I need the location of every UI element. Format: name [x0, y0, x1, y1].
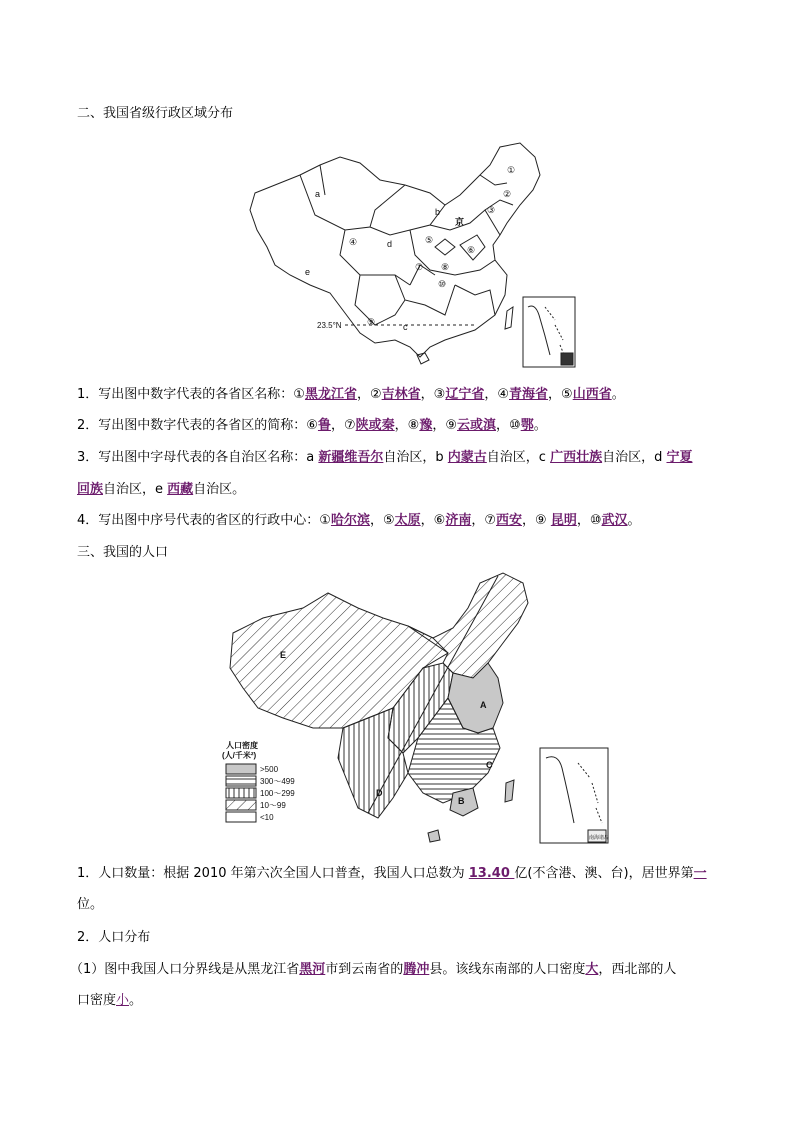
map-letter-d: d — [387, 239, 393, 249]
p3-answer: 小 — [116, 993, 130, 1008]
map-number-4: ④ — [349, 237, 358, 247]
question-1: 1．写出图中数字代表的各省区名称：①黑龙江省，②吉林省，③辽宁省，④青海省，⑤山西省。 — [77, 387, 625, 402]
legend-label: <10 — [260, 813, 274, 822]
q3-prefix: 3．写出图中字母代表的各自治区名称：a — [77, 450, 319, 465]
map-letter-c: c — [403, 322, 408, 332]
map-letter-a: a — [315, 189, 321, 199]
q1-num: ⑤ — [561, 387, 573, 402]
population-para-3-cont — [77, 989, 727, 1008]
map-latitude-label: 23.5°N — [317, 321, 342, 330]
p1-text: 1．人口数量：根据 2010 年第六次全国人口普查，我国人口总数为 — [77, 866, 469, 881]
legend-unit: (人/千米²) — [222, 751, 257, 760]
q2-num: ⑨ — [445, 418, 457, 433]
p1-answer: 13.40 — [468, 866, 515, 881]
q4-num: ⑥ — [433, 513, 446, 528]
p3-text: ，西北部的人 — [598, 962, 677, 977]
p3-text: （1）图中我国人口分界线是从黑龙江省 — [70, 962, 300, 977]
q1-answer: 辽宁省 — [445, 387, 485, 402]
p3-answer: 黑河 — [299, 962, 326, 977]
map-number-10: ⑩ — [438, 279, 447, 289]
p3-text: 县。该线东南部的人口密度 — [429, 962, 586, 977]
legend-label: >500 — [260, 765, 279, 774]
section-heading: 二、我国省级行政区域分布 — [77, 106, 234, 121]
question-4: 4．写出图中序号代表的省区的行政中心：①哈尔滨，⑤太原，⑥济南，⑦西安，⑨ 昆明，⑩武汉。 — [77, 513, 641, 528]
question-3-cont — [77, 478, 727, 497]
legend-title: 人口密度 — [226, 741, 258, 750]
map-number-9: ⑨ — [367, 317, 376, 327]
q3-answer-d-cont: 回族 — [77, 482, 104, 497]
q1-answer: 山西省 — [572, 387, 612, 402]
map-number-7: ⑦ — [415, 262, 424, 272]
map-number-8: ⑧ — [441, 262, 450, 272]
p3-text: 市到云南省的 — [325, 962, 404, 977]
q2-answer: 鄂 — [520, 418, 534, 433]
question-3 — [77, 446, 727, 465]
q4-num: ⑩ — [589, 513, 602, 528]
map-number-2: ② — [503, 189, 512, 199]
q3-answer-e: 西藏 — [167, 482, 194, 497]
q4-answer: 昆明 — [550, 513, 577, 528]
legend-label: 300～499 — [260, 777, 295, 786]
q2-num: ⑦ — [343, 418, 356, 433]
map-letter-e: e — [305, 267, 311, 277]
q2-answer: 豫 — [419, 418, 433, 433]
q1-num: ③ — [433, 387, 446, 402]
q1-num: ① — [293, 387, 305, 402]
q1-answer: 青海省 — [509, 387, 549, 402]
q3-answer-a: 新疆维吾尔 — [318, 450, 384, 465]
q2-end: 。 — [533, 418, 547, 433]
map-number-5: ⑤ — [425, 235, 434, 245]
population-para-2: 2．人口分布 — [77, 930, 151, 945]
province-map — [245, 135, 585, 370]
q3-text: 自治区，d — [602, 450, 667, 465]
legend-label: 100～299 — [260, 789, 295, 798]
q3-answer-b: 内蒙古 — [447, 450, 487, 465]
q4-answer: 西安 — [496, 513, 523, 528]
pop-map-letter-d: D — [376, 788, 383, 798]
population-para-1-cont: 位。 — [77, 897, 104, 912]
q2-prefix: 2．写出图中数字代表的各省区的简称： — [77, 418, 307, 433]
map-letter-b: b — [435, 207, 441, 217]
q3-answer-d: 宁夏 — [666, 450, 693, 465]
p3-end: 。 — [129, 993, 143, 1008]
q4-answer: 济南 — [445, 513, 472, 528]
p1-answer: 一 — [693, 866, 707, 881]
q2-num: ⑥ — [306, 418, 318, 433]
pop-map-letter-e: E — [280, 650, 287, 660]
map-capital-label: 京 — [455, 217, 465, 227]
q3-answer-c: 广西壮族 — [550, 450, 603, 465]
q2-answer: 云或滇 — [457, 418, 497, 433]
inset-label: 南海诸岛 — [589, 835, 610, 841]
population-para-1 — [77, 862, 727, 881]
population-para-3 — [70, 958, 720, 977]
q2-answer: 陕或秦 — [355, 418, 395, 433]
map-number-3: ③ — [487, 205, 496, 215]
q1-prefix: 1．写出图中数字代表的各省区名称： — [77, 387, 294, 402]
q2-num: ⑩ — [509, 418, 521, 433]
p1-text: 亿(不含港、澳、台)，居世界第 — [514, 866, 694, 881]
q4-end: 。 — [627, 513, 641, 528]
q1-end: 。 — [611, 387, 625, 402]
legend-label: 10～99 — [260, 801, 286, 810]
population-density-map — [218, 568, 618, 848]
q4-answer: 哈尔滨 — [330, 513, 370, 528]
q4-answer: 武汉 — [601, 513, 628, 528]
q1-num: ② — [369, 387, 382, 402]
q3-text: 自治区。 — [193, 482, 246, 497]
q4-num: ① — [319, 513, 331, 528]
map-number-1: ① — [507, 165, 516, 175]
q3-text: 自治区，c — [486, 450, 551, 465]
q4-prefix: 4．写出图中序号代表的省区的行政中心： — [77, 513, 320, 528]
section-heading: 三、我国的人口 — [77, 545, 169, 560]
q3-text: 自治区，b — [383, 450, 448, 465]
q2-answer: 鲁 — [317, 418, 331, 433]
p3-answer: 腾冲 — [403, 962, 430, 977]
p3-text: 口密度 — [77, 993, 117, 1008]
p3-answer: 大 — [585, 962, 599, 977]
q1-num: ④ — [497, 387, 509, 402]
map-number-6: ⑥ — [467, 245, 476, 255]
pop-map-letter-a: A — [480, 700, 487, 710]
q4-num: ⑨ — [535, 513, 551, 528]
q2-num: ⑧ — [407, 418, 420, 433]
pop-map-letter-b: B — [458, 796, 465, 806]
pop-map-letter-c: C — [486, 760, 493, 770]
q4-num: ⑤ — [382, 513, 395, 528]
q4-answer: 太原 — [394, 513, 421, 528]
q3-text: 自治区，e — [103, 482, 168, 497]
q1-answer: 黑龙江省 — [304, 387, 357, 402]
q4-num: ⑦ — [484, 513, 496, 528]
q1-answer: 吉林省 — [381, 387, 421, 402]
question-2: 2．写出图中数字代表的各省区的简称：⑥鲁，⑦陕或秦，⑧豫，⑨云或滇，⑩鄂。 — [77, 418, 547, 433]
